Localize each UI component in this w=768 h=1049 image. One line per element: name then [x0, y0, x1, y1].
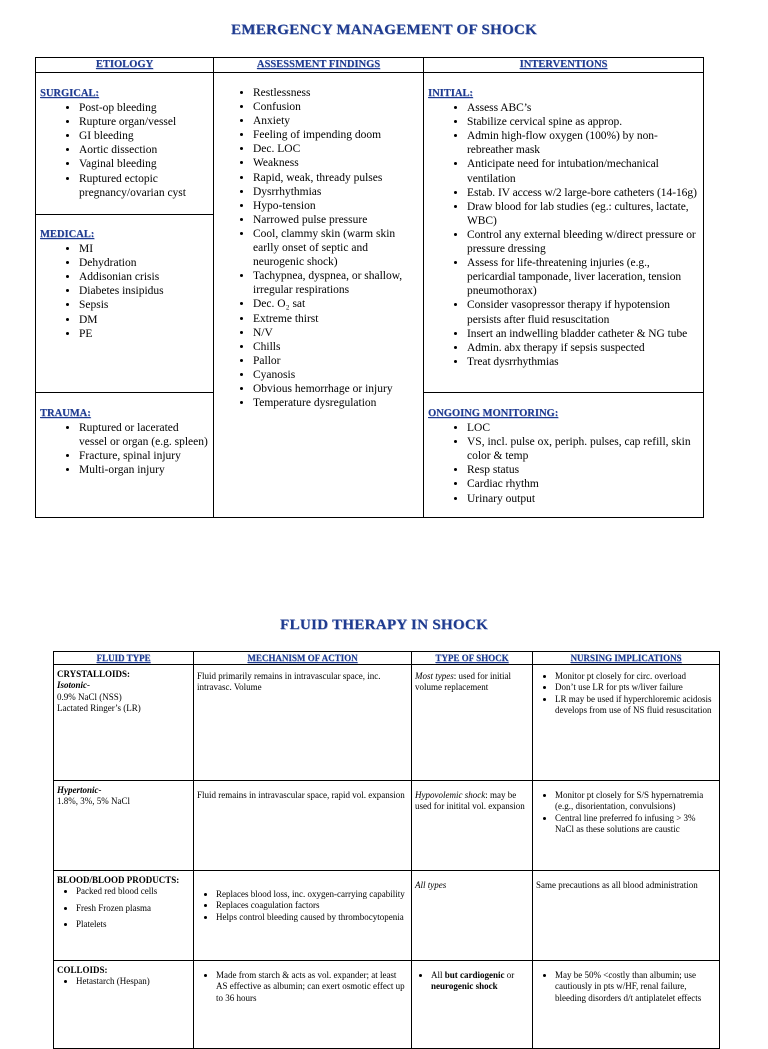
list-item: • Temperature dysregulation	[253, 396, 419, 410]
list-item: • VS, incl. pulse ox, periph. pulses, cap refill, skin color & temp	[467, 435, 699, 463]
colloids-type-cell	[54, 961, 194, 1049]
list-item: • Consider vasopressor therapy if hypotension persists after fluid resuscitation	[467, 298, 699, 326]
list-item: • Helps control bleeding caused by thrombocytopenia	[216, 912, 408, 923]
list-item: • Confusion	[253, 100, 419, 114]
hypertonic-mechanism-cell: Fluid remains in intravascular space, rapid vol. expansion	[194, 781, 412, 871]
blood-shock-cell	[412, 871, 533, 961]
list-item: • Resp status	[467, 463, 699, 477]
crystalloids-row	[54, 665, 720, 781]
list-item: • Admin high-flow oxygen (100%) by non-rebreather mask	[467, 129, 699, 157]
list-item: • Urinary output	[467, 492, 699, 506]
colloids-list	[57, 976, 190, 987]
list-item: • Cardiac rhythm	[467, 477, 699, 491]
crystalloids-shock-rest: : used for initial volume replacement	[415, 671, 511, 693]
list-item: • Central line preferred fo infusing > 3% NaCl as these solutions are caustic	[555, 813, 716, 836]
list-item: • Made from starch & acts as vol. expander; at least AS effective as albumin; can exert osmotic effect up to 36 hours	[216, 970, 408, 1004]
colloids-mechanism-cell	[194, 961, 412, 1049]
list-item: • GI bleeding	[79, 129, 209, 143]
list-item: • Extreme thirst	[253, 312, 419, 326]
blood-mechanism-cell	[194, 871, 412, 961]
surgical-cell	[36, 73, 214, 215]
list-item: • Tachypnea, dyspnea, or shallow, irregular respirations	[253, 269, 419, 297]
list-item: • Feeling of impending doom	[253, 128, 419, 142]
initial-label: INITIAL:	[428, 88, 473, 99]
nursing-header: NURSING IMPLICATIONS	[533, 652, 720, 665]
crystalloids-type-cell	[54, 665, 194, 781]
trauma-list	[40, 421, 209, 477]
hypertonic-nursing-cell	[533, 781, 720, 871]
list-item: • Weakness	[253, 156, 419, 170]
list-item: • Fresh Frozen plasma	[76, 903, 190, 914]
blood-shock-text: All types	[415, 880, 447, 890]
blood-label: BLOOD/BLOOD PRODUCTS:	[57, 875, 180, 885]
trauma-cell	[36, 393, 214, 518]
crystalloids-shock-cell	[412, 665, 533, 781]
assessment-list	[216, 86, 419, 410]
shock-management-table	[35, 57, 704, 518]
ongoing-list	[428, 421, 699, 506]
colloids-nursing-cell	[533, 961, 720, 1049]
list-item: • Assess ABC’s	[467, 101, 699, 115]
list-item: • N/V	[253, 326, 419, 340]
hypertonic-shock-em: Hypovolemic shock	[415, 790, 486, 800]
assessment-cell	[214, 73, 424, 518]
list-item: • Estab. IV access w/2 large-bore catheters (14-16g)	[467, 186, 699, 200]
list-item: • Replaces blood loss, inc. oxygen-carrying capability	[216, 889, 408, 900]
list-item: • Insert an indwelling bladder catheter & NG tube	[467, 327, 699, 341]
list-item: • Obvious hemorrhage or injury	[253, 382, 419, 396]
list-item: • MI	[79, 242, 209, 256]
blood-row	[54, 871, 720, 961]
list-item: • Hypo-tension	[253, 199, 419, 213]
list-item: • PE	[79, 327, 209, 341]
medical-cell	[36, 215, 214, 393]
hypertonic-label: Hypertonic-	[57, 785, 102, 795]
list-item: • Draw blood for lab studies (eg.: cultures, lactate, WBC)	[467, 200, 699, 228]
crystalloids-mechanism-cell: Fluid primarily remains in intravascular space, inc. intravasc. Volume	[194, 665, 412, 781]
list-item: • Post-op bleeding	[79, 101, 209, 115]
crystalloids-nursing-list	[536, 671, 716, 717]
list-item: • Cool, clammy skin (warm skin earlly onset of septic and neurogenic shock)	[253, 227, 419, 269]
interventions-header: INTERVENTIONS	[424, 58, 704, 73]
initial-interventions-cell	[424, 73, 704, 393]
list-item: • Rupture organ/vessel	[79, 115, 209, 129]
colloids-shock-pre: All	[431, 970, 445, 980]
list-item: • Dec. O₂ sat	[253, 297, 419, 311]
list-item: • Multi-organ injury	[79, 463, 209, 477]
list-item: • Monitor pt closely for circ. overload	[555, 671, 716, 682]
fluid-title: FLUID THERAPY IN SHOCK	[280, 617, 488, 633]
list-item: • Vaginal bleeding	[79, 157, 209, 171]
crystalloids-nursing-cell	[533, 665, 720, 781]
list-item: • Addisonian crisis	[79, 270, 209, 284]
colloids-shock-b2: neurogenic shock	[431, 981, 498, 992]
list-item: • Packed red blood cells	[76, 886, 190, 897]
hypertonic-shock-rest: : may be used for initital vol. expansion	[415, 790, 525, 812]
list-item: • Assess for life-threatening injuries (e.g., pericardial tamponade, liver laceration, tension pneumothorax)	[467, 256, 699, 298]
colloids-row	[54, 961, 720, 1049]
colloids-shock-mid: or	[504, 970, 515, 980]
list-item: • LOC	[467, 421, 699, 435]
list-item: • Treat dysrrhythmias	[467, 355, 699, 369]
medical-list	[40, 242, 209, 341]
fluid-therapy-table	[53, 651, 720, 1049]
list-item: • Ruptured or lacerated vessel or organ (e.g. spleen)	[79, 421, 209, 449]
blood-nursing-cell: Same precautions as all blood administration	[533, 871, 720, 961]
list-item: • Anxiety	[253, 114, 419, 128]
list-item: • DM	[79, 313, 209, 327]
fluid-type-header: FLUID TYPE	[54, 652, 194, 665]
shock-table-row-1	[36, 73, 704, 215]
assessment-header: ASSESSMENT FINDINGS	[214, 58, 424, 73]
list-item: • Sepsis	[79, 298, 209, 312]
crystalloids-shock-em: Most types	[415, 671, 454, 681]
colloids-shock-list	[415, 970, 529, 993]
hypertonic-nursing-list	[536, 790, 716, 836]
colloids-shock-cell	[412, 961, 533, 1049]
shock-type-header: TYPE OF SHOCK	[412, 652, 533, 665]
crystalloids-label: CRYSTALLOIDS:	[57, 669, 131, 679]
list-item: • Monitor pt closely for S/S hypernatremia (e.g., disorientation, convulsions)	[555, 790, 716, 813]
list-item: • Fracture, spinal injury	[79, 449, 209, 463]
list-item: • Cyanosis	[253, 368, 419, 382]
list-item: • Pallor	[253, 354, 419, 368]
etiology-header: ETIOLOGY	[36, 58, 214, 73]
list-item: • Platelets	[76, 919, 190, 930]
ongoing-label: ONGOING MONITORING:	[428, 408, 559, 419]
shock-title: EMERGENCY MANAGEMENT OF SHOCK	[230, 22, 538, 38]
colloids-label: COLLOIDS:	[57, 965, 108, 975]
hypertonic-type-cell	[54, 781, 194, 871]
list-item: • Hetastarch (Hespan)	[76, 976, 190, 987]
list-item: • Anticipate need for intubation/mechanical ventilation	[467, 157, 699, 185]
list-item: • Don’t use LR for pts w/liver failure	[555, 682, 716, 693]
list-item: • Rapid, weak, thready pulses	[253, 171, 419, 185]
list-item: • Ruptured ectopic pregnancy/ovarian cyst	[79, 172, 209, 200]
hypertonic-shock-cell	[412, 781, 533, 871]
colloids-nursing-list	[536, 970, 716, 1004]
blood-mechanism-list	[197, 889, 408, 923]
lr-text: Lactated Ringer’s (LR)	[57, 703, 141, 714]
colloids-shock-b1: but cardiogenic	[444, 970, 505, 980]
list-item: • Narrowed pulse pressure	[253, 213, 419, 227]
shock-table-header-row	[36, 58, 704, 73]
fluid-table-header-row	[54, 652, 720, 665]
list-item: • Stabilize cervical spine as approp.	[467, 115, 699, 129]
trauma-label: TRAUMA:	[40, 408, 91, 419]
list-item: • May be 50% <costly than albumin; use cautiously in pts w/HF, renal failure, bleeding disorders d/t antiplatelet effects	[555, 970, 716, 1004]
nss-text: 0.9% NaCl (NSS)	[57, 691, 122, 702]
initial-list	[428, 101, 699, 369]
hypertonic-text: 1.8%, 3%, 5% NaCl	[57, 796, 130, 807]
list-item	[431, 970, 529, 993]
list-item: • Restlessness	[253, 86, 419, 100]
isotonic-label: Isotonic-	[57, 680, 91, 691]
blood-products-list	[57, 886, 190, 930]
list-item: • Dec. LOC	[253, 142, 419, 156]
ongoing-monitoring-cell	[424, 393, 704, 518]
hypertonic-row	[54, 781, 720, 871]
list-item: • Control any external bleeding w/direct pressure or pressure dressing	[467, 228, 699, 256]
medical-label: MEDICAL:	[40, 229, 95, 240]
colloids-mechanism-list	[197, 970, 408, 1004]
list-item: • Replaces coagulation factors	[216, 900, 408, 911]
list-item: • Aortic dissection	[79, 143, 209, 157]
surgical-list	[40, 101, 209, 200]
list-item: • Chills	[253, 340, 419, 354]
list-item: • LR may be used if hyperchloremic acidosis develops from use of NS fluid resuscitation	[555, 694, 716, 717]
list-item: • Dysrrhythmias	[253, 185, 419, 199]
list-item: • Diabetes insipidus	[79, 284, 209, 298]
list-item: • Admin. abx therapy if sepsis suspected	[467, 341, 699, 355]
list-item: • Dehydration	[79, 256, 209, 270]
mechanism-header: MECHANISM OF ACTION	[194, 652, 412, 665]
surgical-label: SURGICAL:	[40, 88, 99, 99]
blood-type-cell	[54, 871, 194, 961]
